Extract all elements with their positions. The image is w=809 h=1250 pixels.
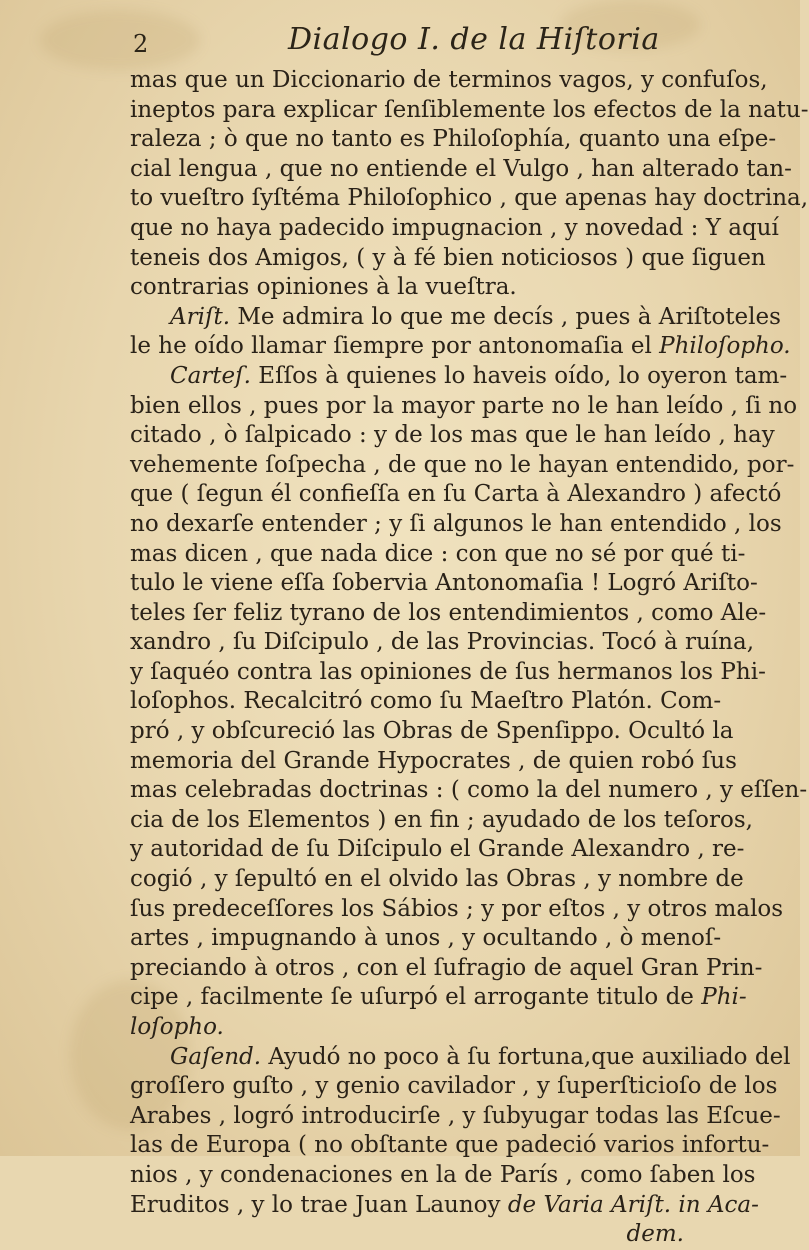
italic-text: Phi-	[701, 984, 747, 1011]
text-line	[130, 865, 744, 895]
line-text: contrarias opiniones à la vueſtra.	[130, 274, 517, 301]
text-line	[130, 717, 734, 747]
line-text: xandro , ſu Diſcipulo , de las Provincias. Tocó à ruína,	[130, 629, 754, 656]
line-text: tulo le viene eſſa ſobervia Antonomaſia ! Logró Ariſto-	[130, 570, 758, 597]
line-text: bien ellos , pues por la mayor parte no le han leído , ſi no	[130, 392, 798, 419]
line-text: Eruditos , y lo trae Juan Launoy	[130, 1191, 508, 1218]
line-text: pró , y obſcureció las Obras de Spenſippo. Ocultó la	[130, 718, 734, 745]
line-text: cia de los Elementos ) en fin ; ayudado de los teſoros,	[130, 806, 753, 833]
italic-text: Philoſopho.	[659, 333, 791, 360]
text-line	[130, 540, 746, 570]
line-text: citado , ò ſalpicado : y de los mas que le han leído , hay	[130, 422, 775, 449]
text-line	[130, 392, 798, 422]
text-line	[130, 806, 753, 836]
line-text: le he oído llamar ſiempre por antonomaſia el	[130, 333, 660, 360]
text-line	[130, 895, 784, 925]
line-text: Eſſos à quienes lo haveis oído, lo oyeron tam-	[250, 362, 788, 389]
speaker-label: Carteſ.	[170, 362, 251, 389]
body-text	[130, 66, 809, 1250]
line-text: cogió , y ſepultó en el olvido las Obras , y nombre de	[130, 866, 744, 893]
text-line	[130, 1043, 791, 1073]
text-line	[130, 954, 763, 984]
speaker-label: Gaſend.	[170, 1043, 262, 1070]
page-number: 2	[133, 30, 149, 58]
speaker-label: Ariſt.	[170, 303, 231, 330]
line-text: ſus predeceſſores los Sábios ; y por eſtos , y otros malos	[130, 895, 784, 922]
text-line	[130, 1131, 770, 1161]
line-text: nios , y condenaciones en la de París , como ſaben los	[130, 1161, 756, 1188]
line-text: artes , impugnando à unos , y ocultando , ò menoſ-	[130, 925, 722, 952]
line-text: y ſaquéo contra las opiniones de ſus hermanos los Phi-	[130, 658, 766, 685]
line-text: vehemente ſoſpecha , de que no le hayan entendido, por-	[130, 451, 795, 478]
line-text: que ( ſegun él confieſſa en ſu Carta à Alexandro ) afectó	[130, 481, 782, 508]
line-text: mas celebradas doctrinas : ( como la del numero , y eſſen-	[130, 777, 808, 804]
text-line	[130, 747, 737, 777]
text-line	[130, 510, 782, 540]
text-line	[130, 1191, 759, 1221]
text-line	[130, 569, 758, 599]
italic-text: de Varia Ariſt. in Aca-	[507, 1191, 759, 1218]
text-line	[130, 628, 754, 658]
line-text: no dexarſe entender ; y ſi algunos le han entendido , los	[130, 510, 782, 537]
line-text: to vueſtro ſyſtéma Philoſophico , que apenas hay doctrina,	[130, 185, 809, 212]
line-text: preciando à otros , con el ſufragio de aquel Gran Prin-	[130, 954, 763, 981]
text-line	[130, 332, 791, 362]
running-head: Dialogo I. de la Hiſtoria	[288, 22, 660, 57]
line-text: raleza ; ò que no tanto es Philoſophía, quanto una eſpe-	[130, 126, 777, 153]
italic-text: loſopho.	[130, 1014, 224, 1040]
text-line	[130, 421, 775, 451]
text-line	[130, 184, 809, 214]
line-text: groſſero guſto , y genio cavilador , y ſuperſticioſo de los	[130, 1073, 778, 1100]
text-line	[130, 983, 747, 1013]
text-line	[130, 362, 788, 392]
line-text: teneis dos Amigos, ( y à fé bien noticiosos ) que ſiguen	[130, 244, 766, 271]
text-line	[130, 658, 766, 688]
line-text: que no haya padecido impugnacion , y novedad : Y aquí	[130, 214, 779, 241]
text-line	[130, 480, 782, 510]
text-line	[130, 776, 808, 806]
text-line	[130, 1072, 778, 1102]
text-line	[130, 273, 690, 303]
text-line	[130, 1220, 690, 1250]
line-text: loſophos. Recalcitró como ſu Maeſtro Platón. Com-	[130, 688, 722, 715]
line-text: Arabes , logró introducirſe , y ſubyugar todas las Eſcue-	[130, 1102, 781, 1129]
text-line	[130, 125, 777, 155]
text-line	[130, 924, 722, 954]
text-line	[130, 1102, 781, 1132]
text-line	[130, 244, 766, 274]
text-line	[130, 1161, 756, 1191]
text-line	[130, 96, 809, 126]
italic-text: dem.	[626, 1221, 684, 1248]
text-line	[130, 687, 722, 717]
line-text: cial lengua , que no entiende el Vulgo , han alterado tan-	[130, 155, 792, 182]
line-text: mas dicen , que nada dice : con que no sé por qué ti-	[130, 540, 746, 567]
line-text: y autoridad de ſu Diſcipulo el Grande Alexandro , re-	[130, 836, 745, 863]
text-line	[130, 1013, 690, 1043]
text-line	[130, 451, 795, 481]
line-text: ineptos para explicar ſenſiblemente los efectos de la natu-	[130, 96, 809, 123]
line-text: las de Europa ( no obſtante que padeció varios infortu-	[130, 1132, 770, 1159]
text-line	[130, 303, 781, 333]
line-text: mas que un Diccionario de terminos vagos, y confuſos,	[130, 67, 768, 93]
line-text: teles ſer feliz tyrano de los entendimientos , como Ale-	[130, 599, 767, 626]
line-text: memoria del Grande Hypocrates , de quien robó ſus	[130, 747, 737, 774]
text-line	[130, 155, 792, 185]
text-line	[130, 835, 745, 865]
line-text: Me admira lo que me decís , pues à Ariſtoteles	[230, 303, 781, 330]
line-text: Ayudó no poco à ſu fortuna,que auxiliado del	[261, 1043, 791, 1070]
text-line	[130, 599, 767, 629]
text-line	[130, 66, 768, 96]
line-text: cipe , facilmente ſe uſurpó el arrogante titulo de	[130, 984, 702, 1011]
page-header	[0, 22, 800, 62]
text-line	[130, 214, 779, 244]
